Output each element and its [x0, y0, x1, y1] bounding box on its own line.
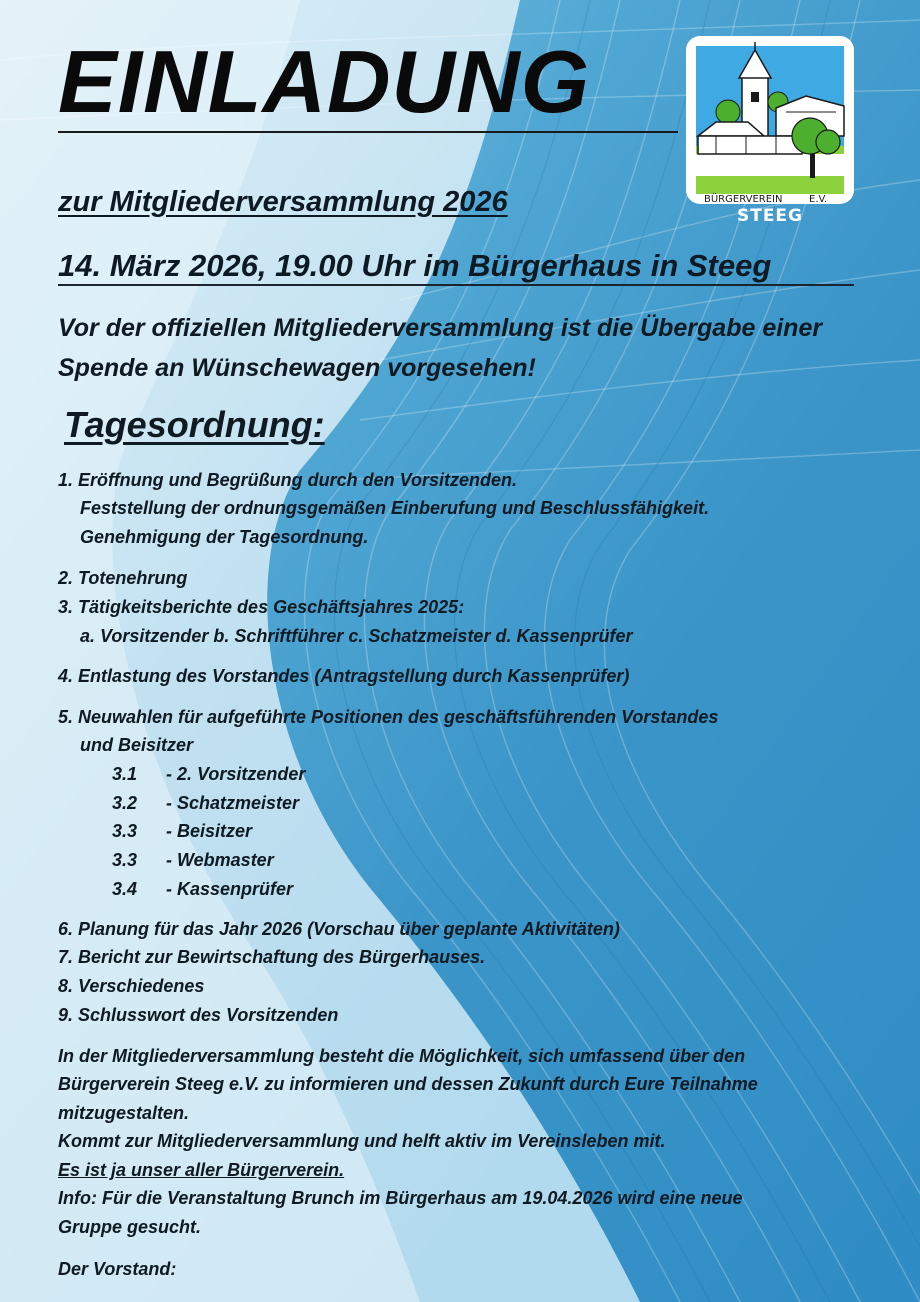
date-underline — [58, 284, 854, 286]
closing-info: Gruppe gesucht. — [58, 1217, 202, 1237]
agenda-item-7: 7. Bericht zur Bewirtschaftung des Bürgerhauses. — [58, 947, 486, 967]
date-line: 14. März 2026, 19.00 Uhr im Bürgerhaus in Steeg — [58, 248, 772, 283]
agenda-item-1-detail: Genehmigung der Tagesordnung. — [80, 527, 369, 547]
closing-text: Bürgerverein Steeg e.V. zu informieren und dessen Zukunft durch Eure Teilnahme — [58, 1074, 758, 1094]
agenda-item-1: 1. Eröffnung und Begrüßung durch den Vorsitzenden. — [58, 470, 517, 490]
donation-notice: Vor der offiziellen Mitgliederversammlung ist die Übergabe einer Spende an Wünschewagen vorgesehen! — [58, 314, 823, 382]
closing-slogan: Es ist ja unser aller Bürgerverein. — [58, 1160, 345, 1180]
logo-club-name: BÜRGERVEREIN — [704, 194, 783, 205]
agenda-item-4: 4. Entlastung des Vorstandes (Antragstellung durch Kassenprüfer) — [58, 666, 630, 686]
agenda-item-2: 2. Totenehrung — [58, 568, 188, 588]
position-number: 3.2 — [112, 793, 138, 813]
agenda-item-5: 5. Neuwahlen für aufgeführte Positionen des geschäftsführenden Vorstandes — [58, 707, 719, 727]
subtitle: zur Mitgliederversammlung 2026 — [58, 186, 508, 218]
position-label: - Beisitzer — [166, 821, 253, 841]
closing-text: In der Mitgliederversammlung besteht die Möglichkeit, sich umfassend über den — [58, 1046, 746, 1066]
agenda-item-3-detail: a. Vorsitzender b. Schriftführer c. Schatzmeister d. Kassenprüfer — [80, 626, 633, 646]
closing-info: Info: Für die Veranstaltung Brunch im Bürgerhaus am 19.04.2026 wird eine neue — [58, 1188, 743, 1208]
title-underline — [58, 131, 678, 133]
position-number: 3.4 — [112, 879, 138, 899]
position-label: - Schatzmeister — [166, 793, 300, 813]
position-number: 3.1 — [112, 764, 138, 784]
agenda-heading: Tagesordnung: — [64, 404, 325, 445]
agenda-item-5-detail: und Beisitzer — [80, 735, 194, 755]
position-label: - Kassenprüfer — [166, 879, 294, 899]
closing-call-to-action: Kommt zur Mitgliederversammlung und helft aktiv im Vereinsleben mit. — [58, 1131, 666, 1151]
agenda-item-8: 8. Verschiedenes — [58, 976, 205, 996]
logo-place-name: STEEG — [736, 206, 804, 226]
logo-club-suffix: E.V. — [809, 194, 828, 205]
position-label: - Webmaster — [166, 850, 274, 870]
agenda-item-9: 9. Schlusswort des Vorsitzenden — [58, 1005, 339, 1025]
agenda-item-1-detail: Feststellung der ordnungsgemäßen Einberufung und Beschlussfähigkeit. — [80, 498, 710, 518]
agenda-item-6: 6. Planung für das Jahr 2026 (Vorschau über geplante Aktivitäten) — [58, 919, 620, 939]
club-logo — [686, 36, 854, 226]
closing-text: mitzugestalten. — [58, 1103, 190, 1123]
position-number: 3.3 — [112, 850, 138, 870]
page-title: EINLADUNG — [58, 32, 591, 131]
signature: Der Vorstand: — [58, 1259, 177, 1279]
club-logo-icon — [686, 36, 854, 204]
position-label: - 2. Vorsitzender — [166, 764, 306, 784]
agenda-item-3: 3. Tätigkeitsberichte des Geschäftsjahres 2025: — [58, 597, 465, 617]
position-number: 3.3 — [112, 821, 138, 841]
